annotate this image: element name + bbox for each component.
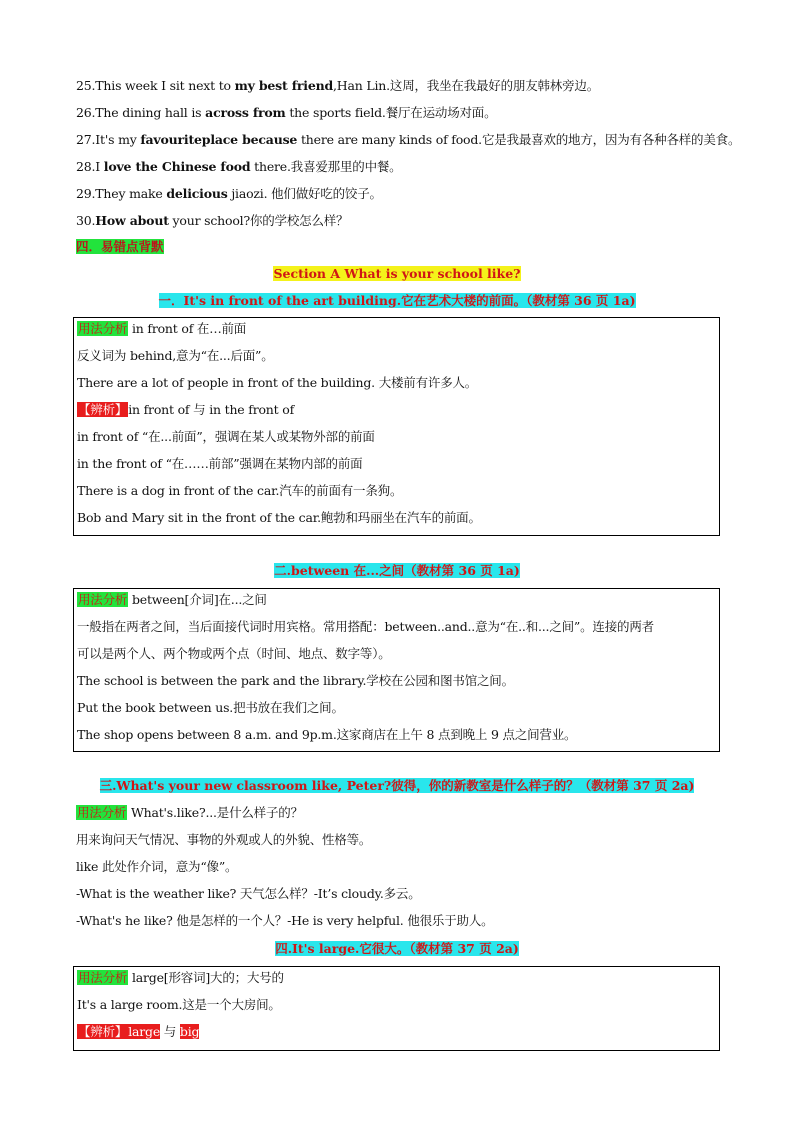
item3-heading: 三.What's your new classroom like, Peter?彼得，你的新教室是什么样子的？（教材第 37 页 2a) [99, 778, 695, 793]
item1-line: 反义词为 behind,意为“在...后面”。 [77, 348, 274, 363]
item2-line: 可以是两个人、两个物或两个点（时间、地点、数字等）。 [77, 646, 391, 661]
item1-line: There are a lot of people in front of the building. 大楼前有许多人。 [77, 375, 478, 390]
item3-line: like 此处作介词，意为“像”。 [76, 859, 238, 874]
item2-line: The shop opens between 8 a.m. and 9p.m.这家商店在上午 8 点到晚上 9 点之间营业。 [77, 727, 577, 742]
item4-usage-line: 用法分析 large[形容词]大的；大号的 [78, 970, 284, 985]
item2-box [73, 588, 720, 752]
sentence-29: 29.They make delicious jiaozi. 他们做好吃的饺子。 [76, 186, 382, 201]
item4-box [73, 966, 720, 1051]
item2-heading: 二.between 在...之间（教材第 36 页 1a) [274, 563, 520, 578]
sentence-26: 26.The dining hall is across from the sports field.餐厅在运动场对面。 [76, 105, 497, 120]
section-title: Section A What is your school like? [273, 266, 521, 281]
item1-line: There is a dog in front of the car.汽车的前面有一条狗。 [77, 483, 403, 498]
item1-usage-line: 用法分析 in front of 在…前面 [78, 321, 247, 336]
item1-compare-line: 【辨析】in front of 与 in the front of [78, 402, 294, 417]
item1-heading: 一．It's in front of the art building.它在艺术大楼的前面。（教材第 36 页 1a) [158, 293, 636, 308]
sentence-30: 30.How about your school?你的学校怎么样？ [76, 213, 349, 228]
item4-heading: 四.It's large.它很大。（教材第 37 页 2a) [275, 941, 519, 956]
sentence-27: 27.It's my favouriteplace because there are many kinds of food.它是我最喜欢的地方，因为有各种各样的美食。 [76, 132, 741, 147]
item1-box [73, 317, 720, 536]
item1-line: in front of “在...前面”，强调在某人或某物外部的前面 [77, 429, 375, 444]
item3-line: -What is the weather like? 天气怎么样？-It’s cloudy.多云。 [76, 886, 421, 901]
item1-line: Bob and Mary sit in the front of the car.鲍勃和玛丽坐在汽车的前面。 [77, 510, 481, 525]
item2-line: The school is between the park and the library.学校在公园和图书馆之间。 [77, 673, 514, 688]
item4-line: It's a large room.这是一个大房间。 [77, 997, 281, 1012]
item2-line: 一般指在两者之间，当后面接代词时用宾格。常用搭配：between..and..意为“在..和...之间”。连接的两者 [77, 619, 654, 634]
item4-compare-line: 【辨析】large 与 big [78, 1024, 200, 1039]
sentence-25: 25.This week I sit next to my best friend,Han Lin.这周，我坐在我最好的朋友韩林旁边。 [76, 78, 600, 93]
item2-line: Put the book between us.把书放在我们之间。 [77, 700, 344, 715]
section-label: 四．易错点背默 [76, 239, 164, 254]
item3-usage-line: 用法分析 What's.like?...是什么样子的？ [77, 805, 303, 820]
item3-line: -What's he like? 他是怎样的一个人？-He is very helpful. 他很乐于助人。 [76, 913, 494, 928]
item3-line: 用来询问天气情况、事物的外观或人的外貌、性格等。 [76, 832, 372, 847]
sentence-28: 28.I love the Chinese food there.我喜爱那里的中餐。 [76, 159, 402, 174]
item1-line: in the front of “在……前部”强调在某物内部的前面 [77, 456, 363, 471]
item2-usage-line: 用法分析 between[介词]在...之间 [78, 592, 267, 607]
